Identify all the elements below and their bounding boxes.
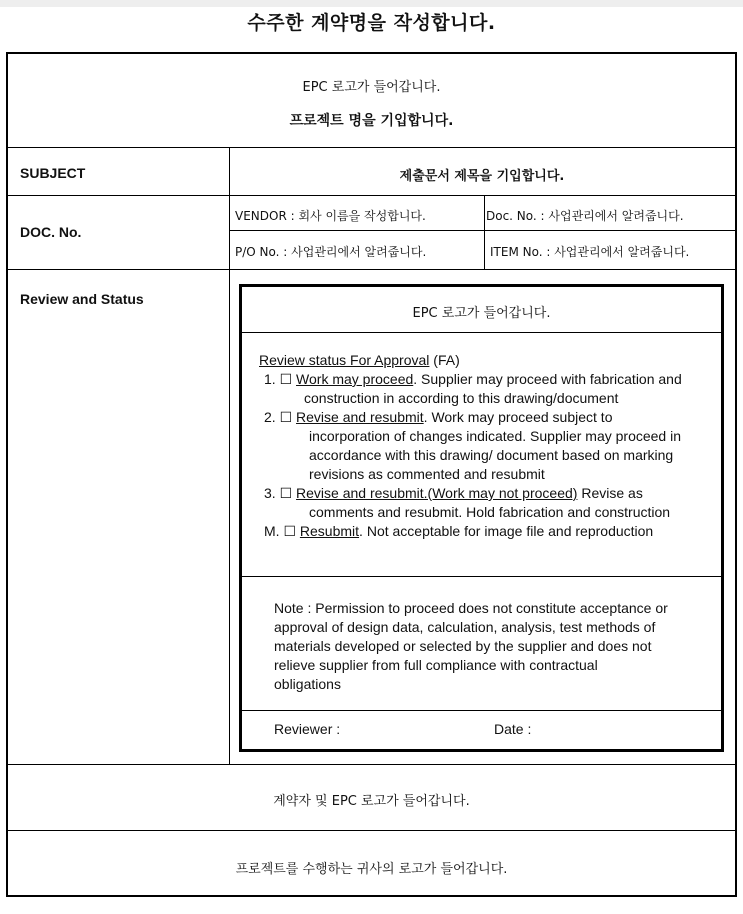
checkbox-icon[interactable]: ☐ xyxy=(283,523,297,539)
divider xyxy=(242,576,721,577)
contractor-logo-text: 계약자 및 EPC 로고가 들어갑니다. xyxy=(273,794,470,809)
status-item-num: 3. xyxy=(264,485,276,501)
status-item-line: construction in according to this drawing/document xyxy=(304,390,619,406)
status-item-sep: . xyxy=(423,409,432,425)
item-no-field: ITEM No. : 사업관리에서 알려줍니다. xyxy=(490,245,690,259)
status-item-title: Resubmit xyxy=(299,523,360,539)
date-label: Date : xyxy=(494,721,532,737)
subject-value: 제출문서 제목을 기입합니다. xyxy=(399,169,565,184)
note-line: Note : Permission to proceed does not constitute acceptance or xyxy=(274,600,668,616)
status-item-title: Revise and resubmit.(Work may not proceed) xyxy=(296,485,578,501)
project-name: 프로젝트 명을 기입합니다. xyxy=(289,113,454,129)
status-item xyxy=(259,408,714,427)
review-box-logo-text: EPC 로고가 들어갑니다. xyxy=(412,306,551,321)
status-item xyxy=(259,522,714,541)
status-item-sep: . xyxy=(359,523,367,539)
note-line: materials developed or selected by the supplier and does not xyxy=(274,638,652,654)
status-item-line: incorporation of changes indicated. Supplier may proceed in xyxy=(309,428,682,444)
status-code: (FA) xyxy=(433,352,460,368)
column-divider xyxy=(229,147,230,764)
divider xyxy=(229,230,735,231)
status-item-num: 2. xyxy=(264,409,276,425)
status-item-title: Revise and resubmit xyxy=(296,409,424,425)
po-no-field: P/O No. : 사업관리에서 알려줍니다. xyxy=(235,245,427,259)
client-logo-text: 프로젝트를 수행하는 귀사의 로고가 들어갑니다. xyxy=(235,862,508,877)
cell-divider xyxy=(484,195,485,269)
checkbox-icon[interactable]: ☐ xyxy=(279,371,293,387)
top-rule xyxy=(0,0,743,7)
reviewer-label: Reviewer : xyxy=(274,721,341,737)
header-logo-text: EPC 로고가 들어갑니다. xyxy=(302,80,441,95)
status-item xyxy=(259,484,714,503)
note-line: relieve supplier from full compliance with contractual xyxy=(274,657,598,673)
vendor-field: VENDOR : 회사 이름을 작성합니다. xyxy=(235,209,426,223)
divider xyxy=(8,830,735,831)
divider xyxy=(8,764,735,765)
status-item-num: 1. xyxy=(264,371,276,387)
status-item-line: Supplier may proceed with fabrication and xyxy=(421,371,682,387)
divider xyxy=(8,195,735,196)
status-title-row xyxy=(259,351,714,370)
status-item-line: comments and resubmit. Hold fabrication and construction xyxy=(309,504,671,520)
status-title: Review status For Approval xyxy=(259,352,430,368)
status-item-line: accordance with this drawing/ document based on marking xyxy=(309,447,674,463)
checkbox-icon[interactable]: ☐ xyxy=(279,409,293,425)
status-item xyxy=(259,370,714,389)
divider xyxy=(8,269,735,270)
page-title: 수주한 계약명을 작성합니다. xyxy=(247,12,496,34)
review-label: Review and Status xyxy=(20,291,144,307)
status-item-num: M. xyxy=(264,523,280,539)
status-item-sep: . xyxy=(413,371,422,387)
status-item-line: Work may proceed subject to xyxy=(431,409,613,425)
status-list xyxy=(259,351,714,541)
divider xyxy=(242,332,721,333)
doc-no-field: Doc. No. : 사업관리에서 알려줍니다. xyxy=(486,209,684,223)
subject-label: SUBJECT xyxy=(20,165,86,181)
doc-no-label: DOC. No. xyxy=(20,224,82,240)
note-text xyxy=(274,599,704,694)
checkbox-icon[interactable]: ☐ xyxy=(279,485,293,501)
note-line: approval of design data, calculation, analysis, test methods of xyxy=(274,619,656,635)
status-item-title: Work may proceed xyxy=(296,371,414,387)
status-item-line: Not acceptable for image file and reproduction xyxy=(366,523,654,539)
divider xyxy=(242,710,721,711)
divider xyxy=(8,147,735,148)
status-item-line: Revise as xyxy=(581,485,643,501)
note-line: obligations xyxy=(274,676,341,692)
status-item-line: revisions as commented and resubmit xyxy=(309,466,545,482)
review-status-box xyxy=(239,284,724,752)
